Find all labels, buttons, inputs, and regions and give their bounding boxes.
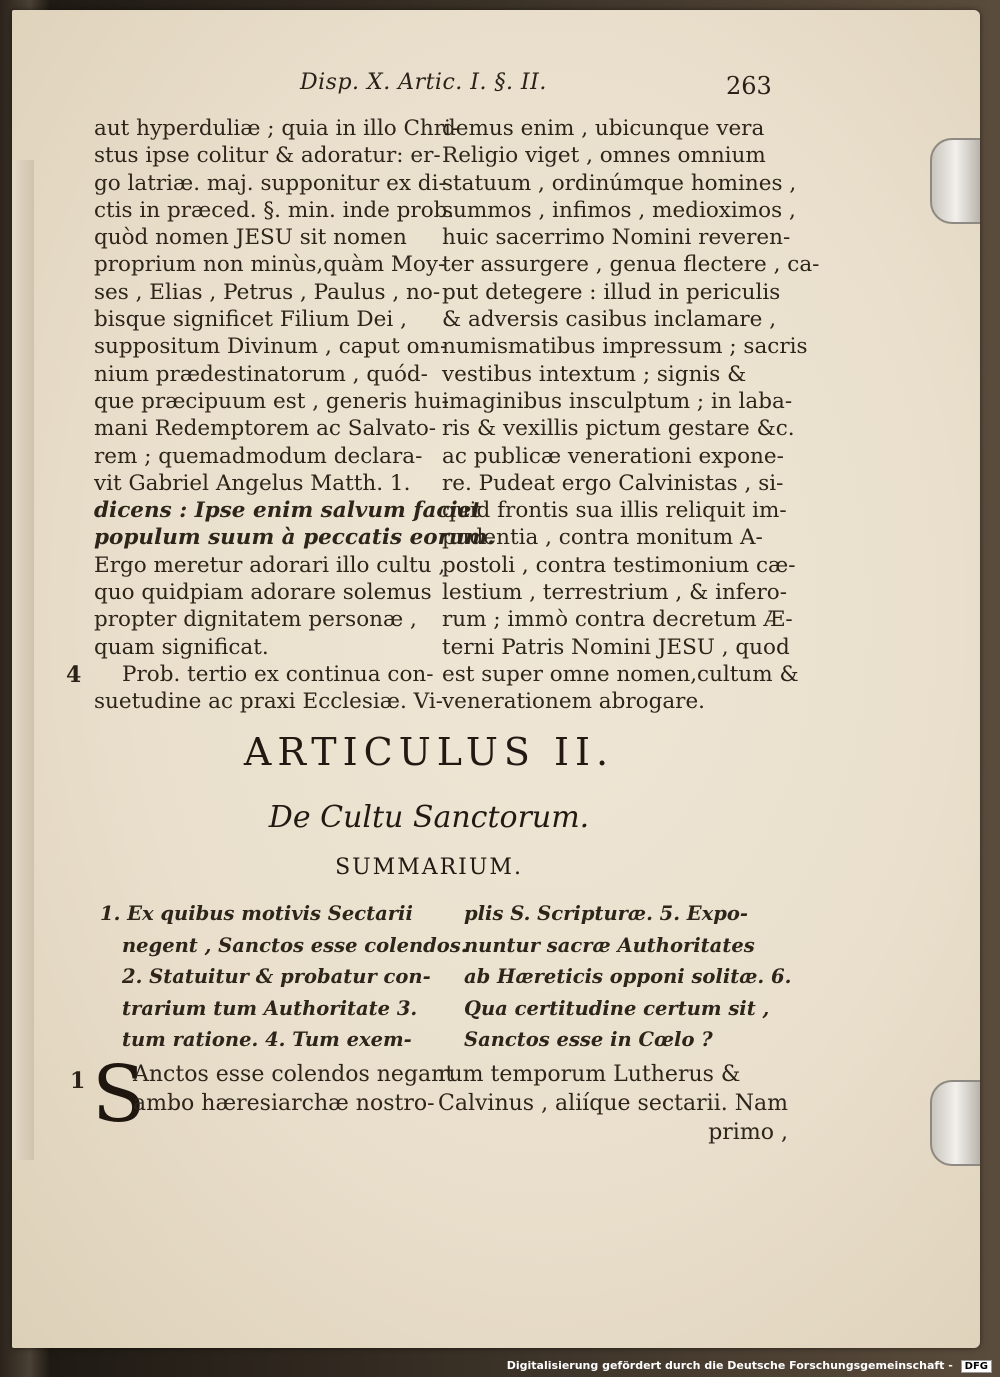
left-text-column xyxy=(94,115,495,716)
text-line: est super omne nomen,cultum & xyxy=(442,661,799,687)
text-line: ses , Elias , Petrus , Paulus , no- xyxy=(94,279,441,305)
text-line: statuum , ordinúmque homines , xyxy=(442,170,797,196)
text-line: Ergo meretur adorari illo cultu , xyxy=(94,552,446,578)
text-line: que præcipuum est , generis hu- xyxy=(94,388,449,414)
text-line: ctis in præced. §. min. inde prob. xyxy=(94,197,455,223)
text-line: bisque significet Filium Dei , xyxy=(94,307,407,333)
text-line: go latriæ. maj. supponitur ex di- xyxy=(94,170,446,196)
footer-text: Digitalisierung gefördert durch die Deutsche Forschungsgemeinschaft - xyxy=(506,1359,953,1372)
article-title: ARTICULUS II. xyxy=(243,730,615,774)
right-text-column xyxy=(442,115,820,716)
summary-line: negent , Sanctos esse colendos. xyxy=(122,933,468,957)
drop-cap-initial: S xyxy=(92,1050,146,1140)
page-binding-edge xyxy=(12,160,34,1160)
summary-line: trarium tum Authoritate 3. xyxy=(122,996,418,1020)
summary-line: nuntur sacræ Authoritates xyxy=(464,933,755,957)
text-line: mani Redemptorem ac Salvato- xyxy=(94,416,437,442)
catchword: primo , xyxy=(708,1120,788,1145)
section-text-right xyxy=(438,1060,788,1147)
text-line: numismatibus impressum ; sacris xyxy=(442,334,808,360)
section-text-left xyxy=(133,1060,454,1118)
book-clamp-bottom xyxy=(930,1080,980,1166)
margin-number: 1 xyxy=(70,1068,86,1094)
summary-line: 1. Ex quibus motivis Sectarii xyxy=(100,902,413,925)
text-line: rum temporum Lutherus & xyxy=(438,1062,741,1087)
dfg-logo: DFG xyxy=(961,1360,992,1373)
text-line: rem ; quemadmodum declara- xyxy=(94,443,423,469)
text-line: aut hyperduliæ ; quia in illo Chri- xyxy=(94,116,459,141)
text-line: pudentia , contra monitum A- xyxy=(442,525,763,551)
text-line: quid frontis sua illis reliquit im- xyxy=(442,498,787,524)
text-line: Anctos esse colendos negant xyxy=(133,1062,455,1087)
page-number: 263 xyxy=(726,72,772,100)
text-line: imaginibus insculptum ; in laba- xyxy=(442,388,793,414)
summary-line: ab Hæreticis opponi solitæ. 6. xyxy=(464,965,792,988)
text-line: quam significat. xyxy=(94,634,269,660)
text-line: ac publicæ venerationi expone- xyxy=(442,443,784,469)
book-clamp-top xyxy=(930,138,980,224)
text-line: stus ipse colitur & adoratur: er- xyxy=(94,143,441,169)
text-line: ter assurgere , genua flectere , ca- xyxy=(442,252,820,278)
summary-heading: SUMMARIUM. xyxy=(335,855,523,880)
text-line: demus enim , ubicunque vera xyxy=(442,116,765,141)
text-line: nium prædestinatorum , quód- xyxy=(94,361,428,387)
text-line: postoli , contra testimonium cæ- xyxy=(442,552,796,578)
text-line: rum ; immò contra decretum Æ- xyxy=(442,607,793,633)
text-line: & adversis casibus inclamare , xyxy=(442,307,777,333)
text-line: summos , infimos , medioximos , xyxy=(442,197,796,223)
text-line: suppositum Divinum , caput om- xyxy=(94,334,448,360)
text-line: lestium , terrestrium , & infero- xyxy=(442,580,787,606)
digitization-footer xyxy=(507,1359,992,1373)
text-line: ambo hæresiarchæ nostro- xyxy=(133,1091,435,1116)
summary-line: 2. Statuitur & probatur con- xyxy=(122,965,431,988)
summary-line: Qua certitudine certum sit , xyxy=(464,996,770,1020)
summary-right-column xyxy=(464,898,791,1056)
summary-line: tum ratione. 4. Tum exem- xyxy=(122,1028,412,1051)
scripture-quote-line: dicens : Ipse enim salvum faciet xyxy=(94,498,482,524)
summary-line: plis S. Scripturæ. 5. Expo- xyxy=(464,902,749,925)
text-line: Prob. tertio ex continua con- xyxy=(122,661,434,687)
text-line: propter dignitatem personæ , xyxy=(94,607,417,633)
text-line: ris & vexillis pictum gestare &c. xyxy=(442,416,795,442)
text-line: venerationem abrogare. xyxy=(442,689,706,715)
text-line: Calvinus , aliíque sectarii. Nam xyxy=(438,1091,788,1116)
summary-line: Sanctos esse in Cœlo ? xyxy=(464,1028,713,1051)
scripture-quote-line: populum suum à peccatis eorum. xyxy=(94,525,495,551)
text-line: quòd nomen JESU sit nomen xyxy=(94,225,407,251)
margin-number: 4 xyxy=(66,662,82,688)
text-line: suetudine ac praxi Ecclesiæ. Vi- xyxy=(94,689,443,715)
text-line: quo quidpiam adorare solemus xyxy=(94,580,432,606)
text-line: vestibus intextum ; signis & xyxy=(442,361,747,387)
text-line: Religio viget , omnes omnium xyxy=(442,143,766,169)
running-head: Disp. X. Artic. I. §. II. xyxy=(300,70,547,95)
text-line: vit Gabriel Angelus Matth. 1. xyxy=(94,470,411,496)
text-line: huic sacerrimo Nomini reveren- xyxy=(442,225,791,251)
text-line: terni Patris Nomini JESU , quod xyxy=(442,634,790,660)
text-line: put detegere : illud in periculis xyxy=(442,279,781,305)
article-subtitle: De Cultu Sanctorum. xyxy=(268,800,590,835)
text-line: proprium non minùs,quàm Moy- xyxy=(94,252,446,278)
summary-left-column xyxy=(100,898,468,1056)
text-line: re. Pudeat ergo Calvinistas , si- xyxy=(442,470,784,496)
